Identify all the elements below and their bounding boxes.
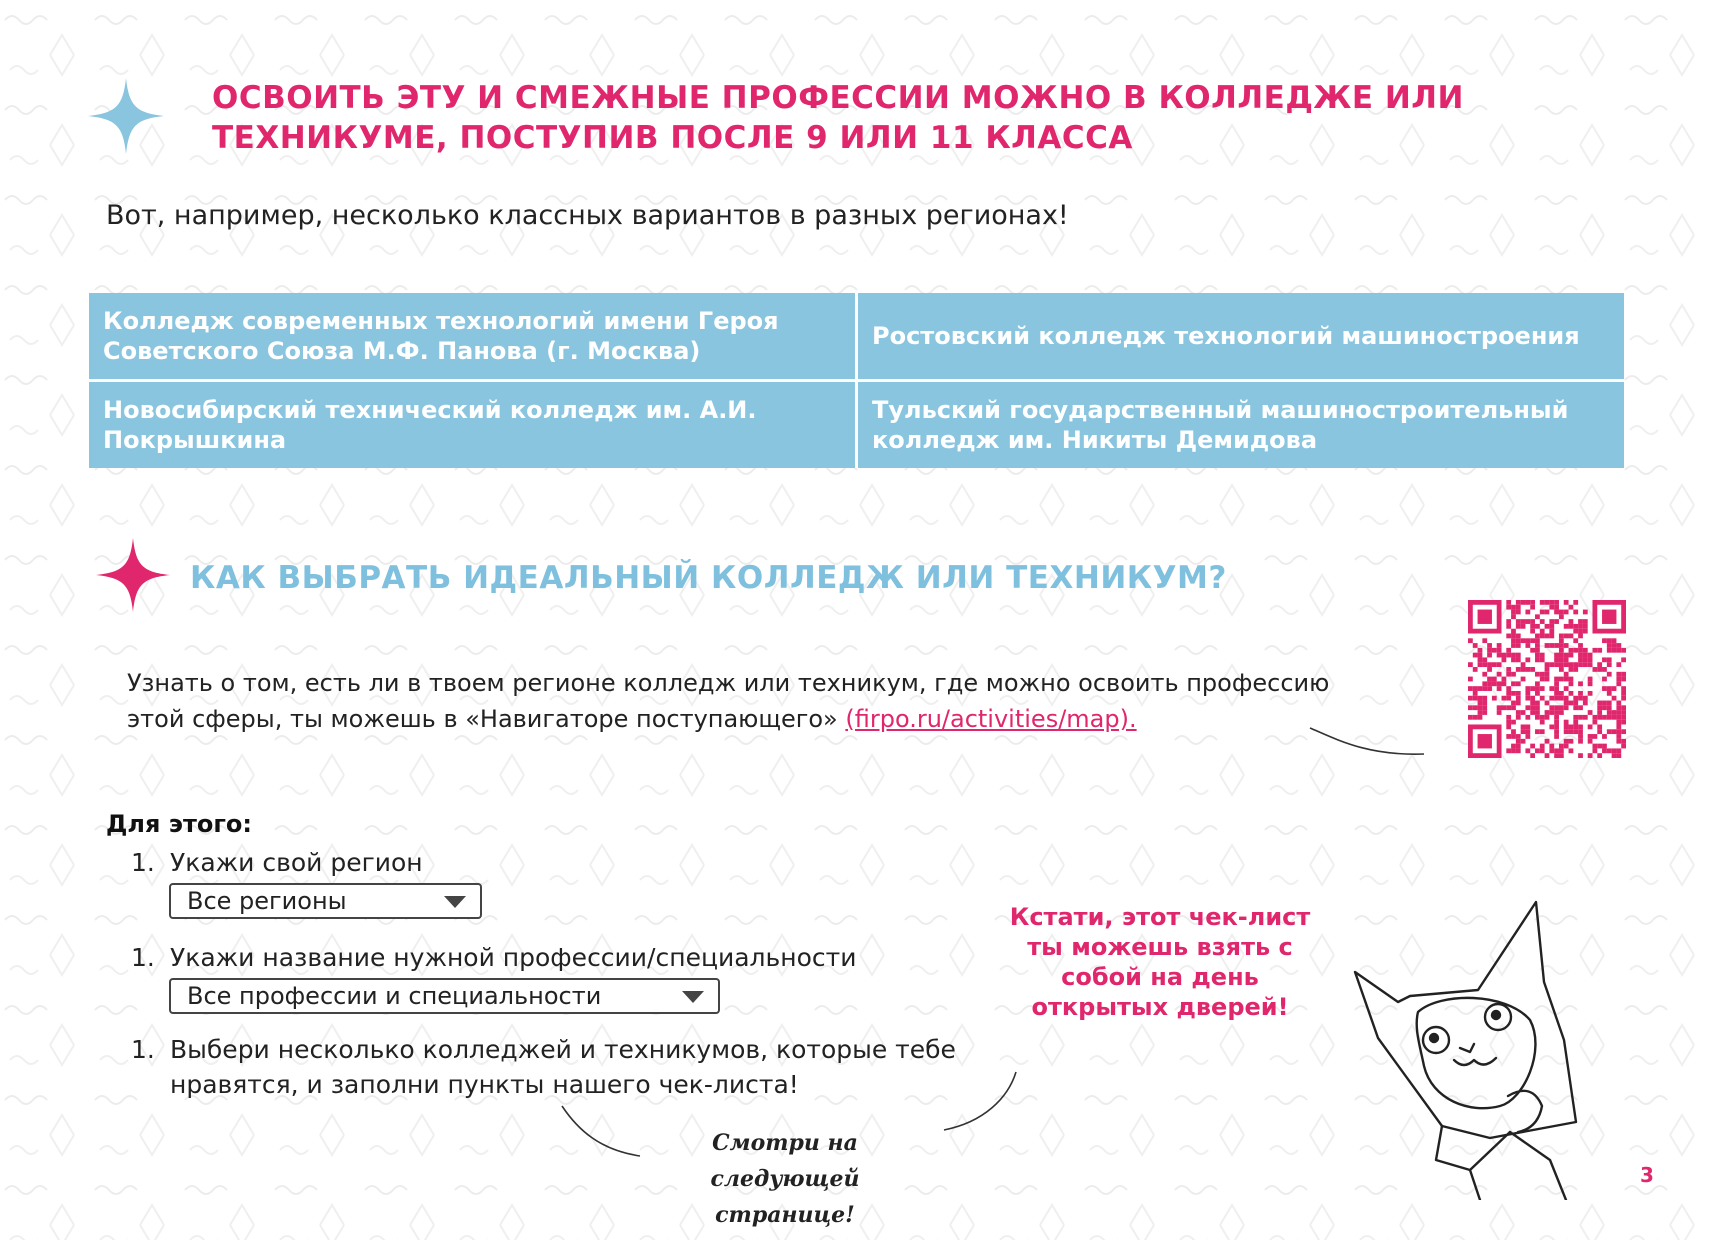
decorative-curve [560, 1100, 660, 1160]
step-number: 1. [131, 1035, 155, 1064]
college-cell: Новосибирский технический колледж им. А.И. Покрышкина [89, 382, 855, 468]
college-cell: Ростовский колледж технологий машиностроения [858, 293, 1624, 379]
decorative-curve [1308, 720, 1428, 760]
choose-heading: КАК ВЫБРАТЬ ИДЕАЛЬНЫЙ КОЛЛЕДЖ ИЛИ ТЕХНИКУМ? [190, 560, 1227, 596]
decorative-curve [940, 1070, 1020, 1135]
firpo-link[interactable]: (firpo.ru/activities/map). [845, 705, 1137, 733]
step-text: Укажи название нужной профессии/специальности [170, 943, 857, 972]
steps-title: Для этого: [106, 810, 252, 838]
colleges-table [89, 293, 1624, 468]
intro-text: Вот, например, несколько классных вариантов в разных регионах! [106, 200, 1069, 231]
region-select-value: Все регионы [187, 887, 347, 915]
handwritten-note: Смотри на следующей странице! [710, 1130, 860, 1228]
chevron-down-icon [444, 896, 466, 908]
cat-illustration [1350, 900, 1610, 1200]
step-item [131, 940, 1031, 976]
paragraph-text: Узнать о том, есть ли в твоем регионе колледж или техникум, где можно освоить профессию этой сферы, ты можешь в «Навигаторе поступающего» [127, 669, 1330, 733]
step-item [131, 1032, 1031, 1104]
step-text: Укажи свой регион [170, 848, 423, 877]
step-number: 1. [131, 943, 155, 972]
college-cell: Колледж современных технологий имени Героя Советского Союза М.Ф. Панова (г. Москва) [89, 293, 855, 379]
college-cell: Тульский государственный машиностроительный колледж им. Никиты Демидова [858, 382, 1624, 468]
four-point-star-icon [88, 78, 164, 154]
step-text: Выбери несколько колледжей и техникумов, которые тебе нравятся, и заполни пункты нашего чек-листа! [170, 1035, 956, 1099]
step-item [131, 845, 1031, 881]
four-point-star-icon [96, 538, 170, 612]
chevron-down-icon [682, 991, 704, 1003]
page-number: 3 [1640, 1163, 1654, 1187]
side-note: Кстати, этот чек-лист ты можешь взять с собой на день открытых дверей! [1009, 903, 1311, 1021]
navigator-paragraph [127, 665, 1367, 737]
qr-code[interactable] [1468, 600, 1626, 758]
profession-select[interactable] [169, 978, 720, 1014]
region-select[interactable] [169, 883, 482, 919]
main-heading: ОСВОИТЬ ЭТУ И СМЕЖНЫЕ ПРОФЕССИИ МОЖНО В КОЛЛЕДЖЕ ИЛИ ТЕХНИКУМЕ, ПОСТУПИВ ПОСЛЕ 9 ИЛИ 11 КЛАССА [212, 80, 1464, 156]
step-number: 1. [131, 848, 155, 877]
profession-select-value: Все профессии и специальности [187, 982, 602, 1010]
